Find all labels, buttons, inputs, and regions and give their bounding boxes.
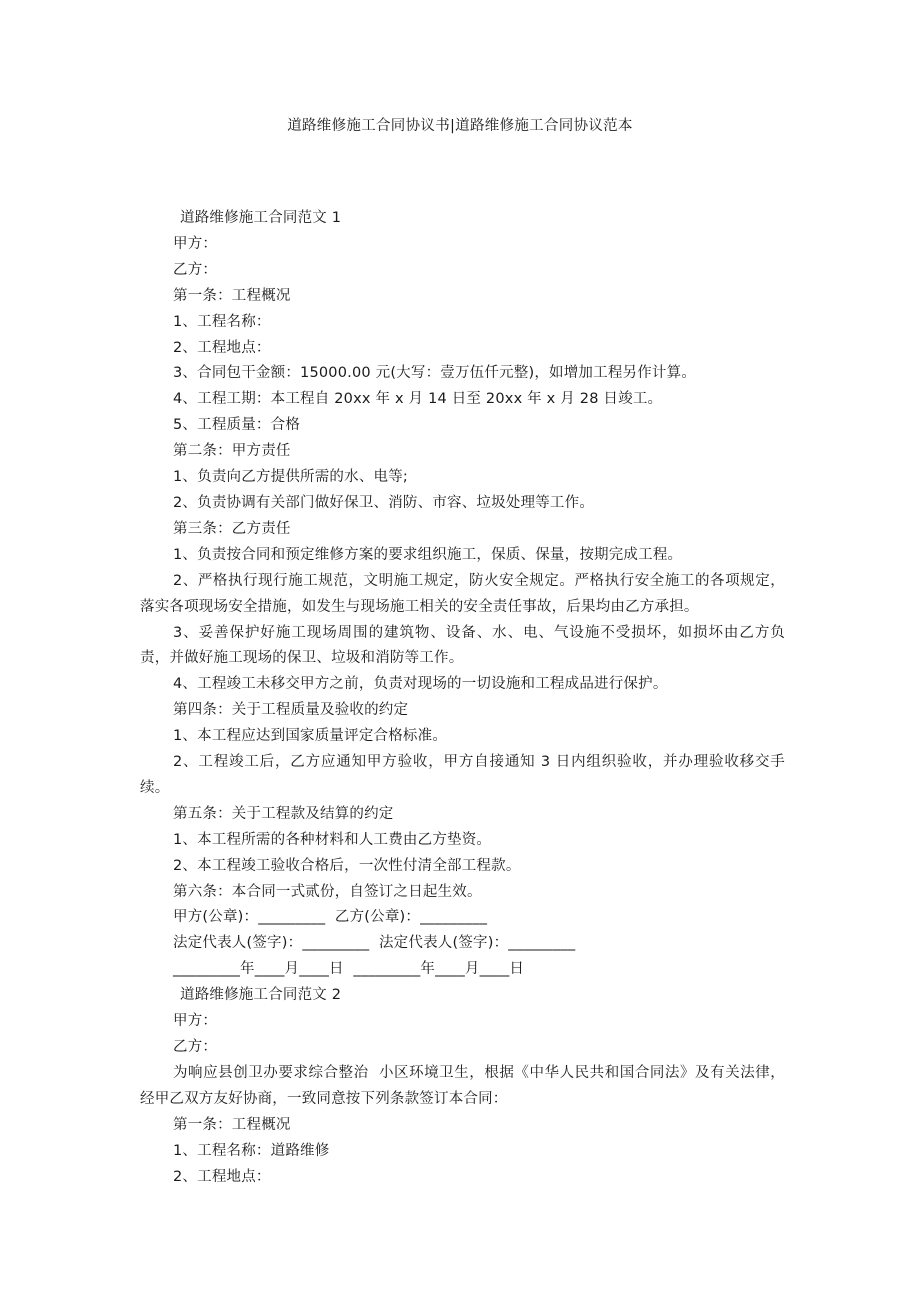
paragraph: 2、严格执行现行施工规范，文明施工规定，防火安全规定。严格执行安全施工的各项规定，落实各项现场安全措施，如发生与现场施工相关的安全责任事故，后果均由乙方承担。	[140, 572, 785, 615]
paragraph: 甲方：	[173, 235, 218, 252]
paragraph: 1、负责按合同和预定维修方案的要求组织施工，保质、保量，按期完成工程。	[173, 546, 683, 563]
paragraph: 4、工程竣工未移交甲方之前，负责对现场的一切设施和工程成品进行保护。	[173, 676, 668, 693]
paragraph: 5、工程质量：合格	[173, 417, 301, 434]
paragraph: 4、工程工期：本工程自 20xx 年 x 月 14 日至 20xx 年 x 月 28 日竣工。	[173, 391, 663, 408]
paragraph: 1、负责向乙方提供所需的水、电等;	[173, 469, 409, 486]
paragraph: 3、妥善保护好施工现场周围的建筑物、设备、水、电、气设施不受损坏，如损坏由乙方负责，并做好施工现场的保卫、垃圾和消防等工作。	[140, 624, 785, 667]
paragraph: 为响应县创卫办要求综合整治 小区环境卫生，根据《中华人民共和国合同法》及有关法律，经甲乙双方友好协商，一致同意按下列条款签订本合同：	[140, 1064, 785, 1107]
document-title: 道路维修施工合同协议书|道路维修施工合同协议范本	[287, 118, 633, 134]
section-heading: 道路维修施工合同范文 1	[180, 210, 342, 226]
paragraph: 法定代表人(签字)：_________ 法定代表人(签字)：_________	[173, 935, 576, 952]
paragraph: 2、工程竣工后，乙方应通知甲方验收，甲方自接通知 3 日内组织验收，并办理验收移交手续。	[140, 754, 785, 796]
paragraph: 第二条：甲方责任	[173, 443, 291, 460]
paragraph: _________年____月____日 _________年____月____日	[173, 961, 525, 978]
paragraph: 甲方：	[173, 1013, 218, 1030]
paragraph: 第一条：工程概况	[173, 287, 291, 304]
paragraph: 1、本工程应达到国家质量评定合格标准。	[173, 728, 448, 745]
paragraph: 3、合同包干金额：15000.00 元(大写：壹万伍仟元整)，如增加工程另作计算。	[173, 365, 697, 382]
paragraph: 2、本工程竣工验收合格后，一次性付清全部工程款。	[173, 857, 521, 874]
section-heading: 道路维修施工合同范文 2	[180, 987, 342, 1004]
paragraph: 第六条：本合同一式贰份，自签订之日起生效。	[173, 883, 482, 900]
paragraph: 1、工程名称：	[173, 313, 271, 330]
paragraph: 乙方：	[173, 261, 218, 278]
paragraph: 第三条：乙方责任	[173, 520, 291, 537]
paragraph: 2、负责协调有关部门做好保卫、消防、市容、垃圾处理等工作。	[173, 494, 595, 511]
paragraph: 第四条：关于工程质量及验收的约定	[173, 702, 409, 719]
paragraph: 第五条：关于工程款及结算的约定	[173, 805, 394, 822]
paragraph: 2、工程地点：	[173, 339, 271, 356]
paragraph: 第一条：工程概况	[173, 1116, 291, 1133]
paragraph: 1、本工程所需的各种材料和人工费由乙方垫资。	[173, 831, 492, 848]
paragraph: 2、工程地点：	[173, 1168, 271, 1185]
document-body	[140, 206, 785, 1190]
paragraph: 甲方(公章)：_________ 乙方(公章)：_________	[173, 909, 488, 926]
paragraph: 乙方：	[173, 1039, 218, 1055]
paragraph: 1、工程名称：道路维修	[173, 1142, 330, 1159]
